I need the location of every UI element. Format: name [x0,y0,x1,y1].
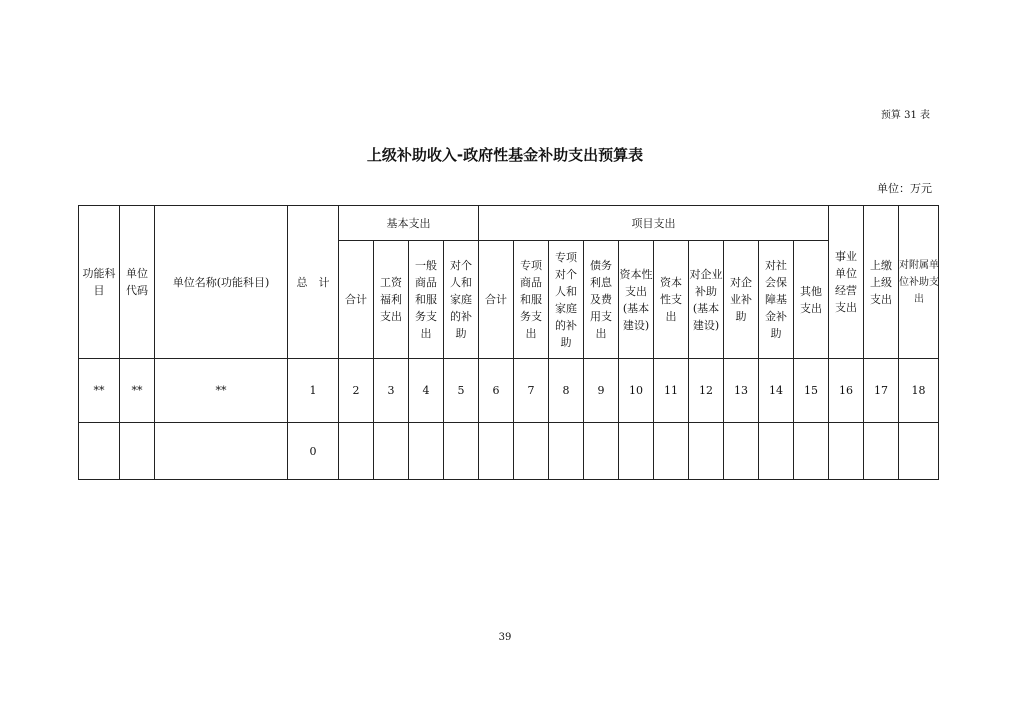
table-cell: ** [120,359,155,423]
header-project-col: 债务利息及费用支出 [584,241,619,359]
header-project-col: 对企业补助(基本建设) [689,241,724,359]
table-cell [514,423,549,480]
header-project-col: 资本性支出(基本建设) [619,241,654,359]
table-cell [409,423,444,480]
table-cell [619,423,654,480]
table-cell: 12 [689,359,724,423]
table-cell: 6 [479,359,514,423]
page-number: 39 [498,632,512,643]
table-cell [374,423,409,480]
header-project-col: 合计 [479,241,514,359]
header-biz-expense: 事业单位经营支出 [829,206,864,359]
header-project-group: 项目支出 [479,206,829,241]
table-cell: 14 [759,359,794,423]
form-number: 预算 31 表 [880,110,930,121]
budget-table [78,205,939,480]
table-cell [829,423,864,480]
header-basic-col: 对个人和家庭的补助 [444,241,479,359]
header-func-code: 功能科目 [79,206,120,359]
header-project-col: 专项商品和服务支出 [514,241,549,359]
table-cell [864,423,899,480]
table-cell [444,423,479,480]
table-cell: ** [79,359,120,423]
page-title: 上级补助收入-政府性基金补助支出预算表 [366,146,644,164]
table-row [79,359,939,423]
table-cell: 0 [288,423,339,480]
header-total: 总 计 [288,206,339,359]
header-basic-col: 一般商品和服务支出 [409,241,444,359]
header-unit-name: 单位名称(功能科目) [155,206,288,359]
table-cell: 16 [829,359,864,423]
header-unit-code: 单位代码 [120,206,155,359]
table-cell: 1 [288,359,339,423]
table-cell [79,423,120,480]
header-basic-col: 工资福利支出 [374,241,409,359]
table-cell: 18 [899,359,939,423]
table-cell: 3 [374,359,409,423]
table-cell: 10 [619,359,654,423]
table-cell [479,423,514,480]
unit-label: 单位：万元 [877,182,932,195]
header-basic-col: 合计 [339,241,374,359]
table-cell: 13 [724,359,759,423]
table-cell: ** [155,359,288,423]
table-cell [584,423,619,480]
table-cell: 5 [444,359,479,423]
table-cell [794,423,829,480]
table-cell [120,423,155,480]
table-cell [339,423,374,480]
table-cell [654,423,689,480]
table-cell: 11 [654,359,689,423]
header-project-col: 其他支出 [794,241,829,359]
table-cell [155,423,288,480]
table-cell: 7 [514,359,549,423]
header-basic-group: 基本支出 [339,206,479,241]
header-project-col: 专项对个人和家庭的补助 [549,241,584,359]
table-cell: 17 [864,359,899,423]
table-cell: 8 [549,359,584,423]
header-upper-expense: 上缴上级支出 [864,206,899,359]
table-cell [759,423,794,480]
header-affiliate-subsidy: 对附属单位补助支出 [899,206,939,359]
table-row [79,423,939,480]
table-cell: 2 [339,359,374,423]
table-cell: 9 [584,359,619,423]
table-cell [549,423,584,480]
table-cell [899,423,939,480]
header-project-col: 对企业补助 [724,241,759,359]
header-project-col: 资本性支出 [654,241,689,359]
table-cell: 15 [794,359,829,423]
header-project-col: 对社会保障基金补助 [759,241,794,359]
table-cell [689,423,724,480]
table-cell: 4 [409,359,444,423]
table-cell [724,423,759,480]
